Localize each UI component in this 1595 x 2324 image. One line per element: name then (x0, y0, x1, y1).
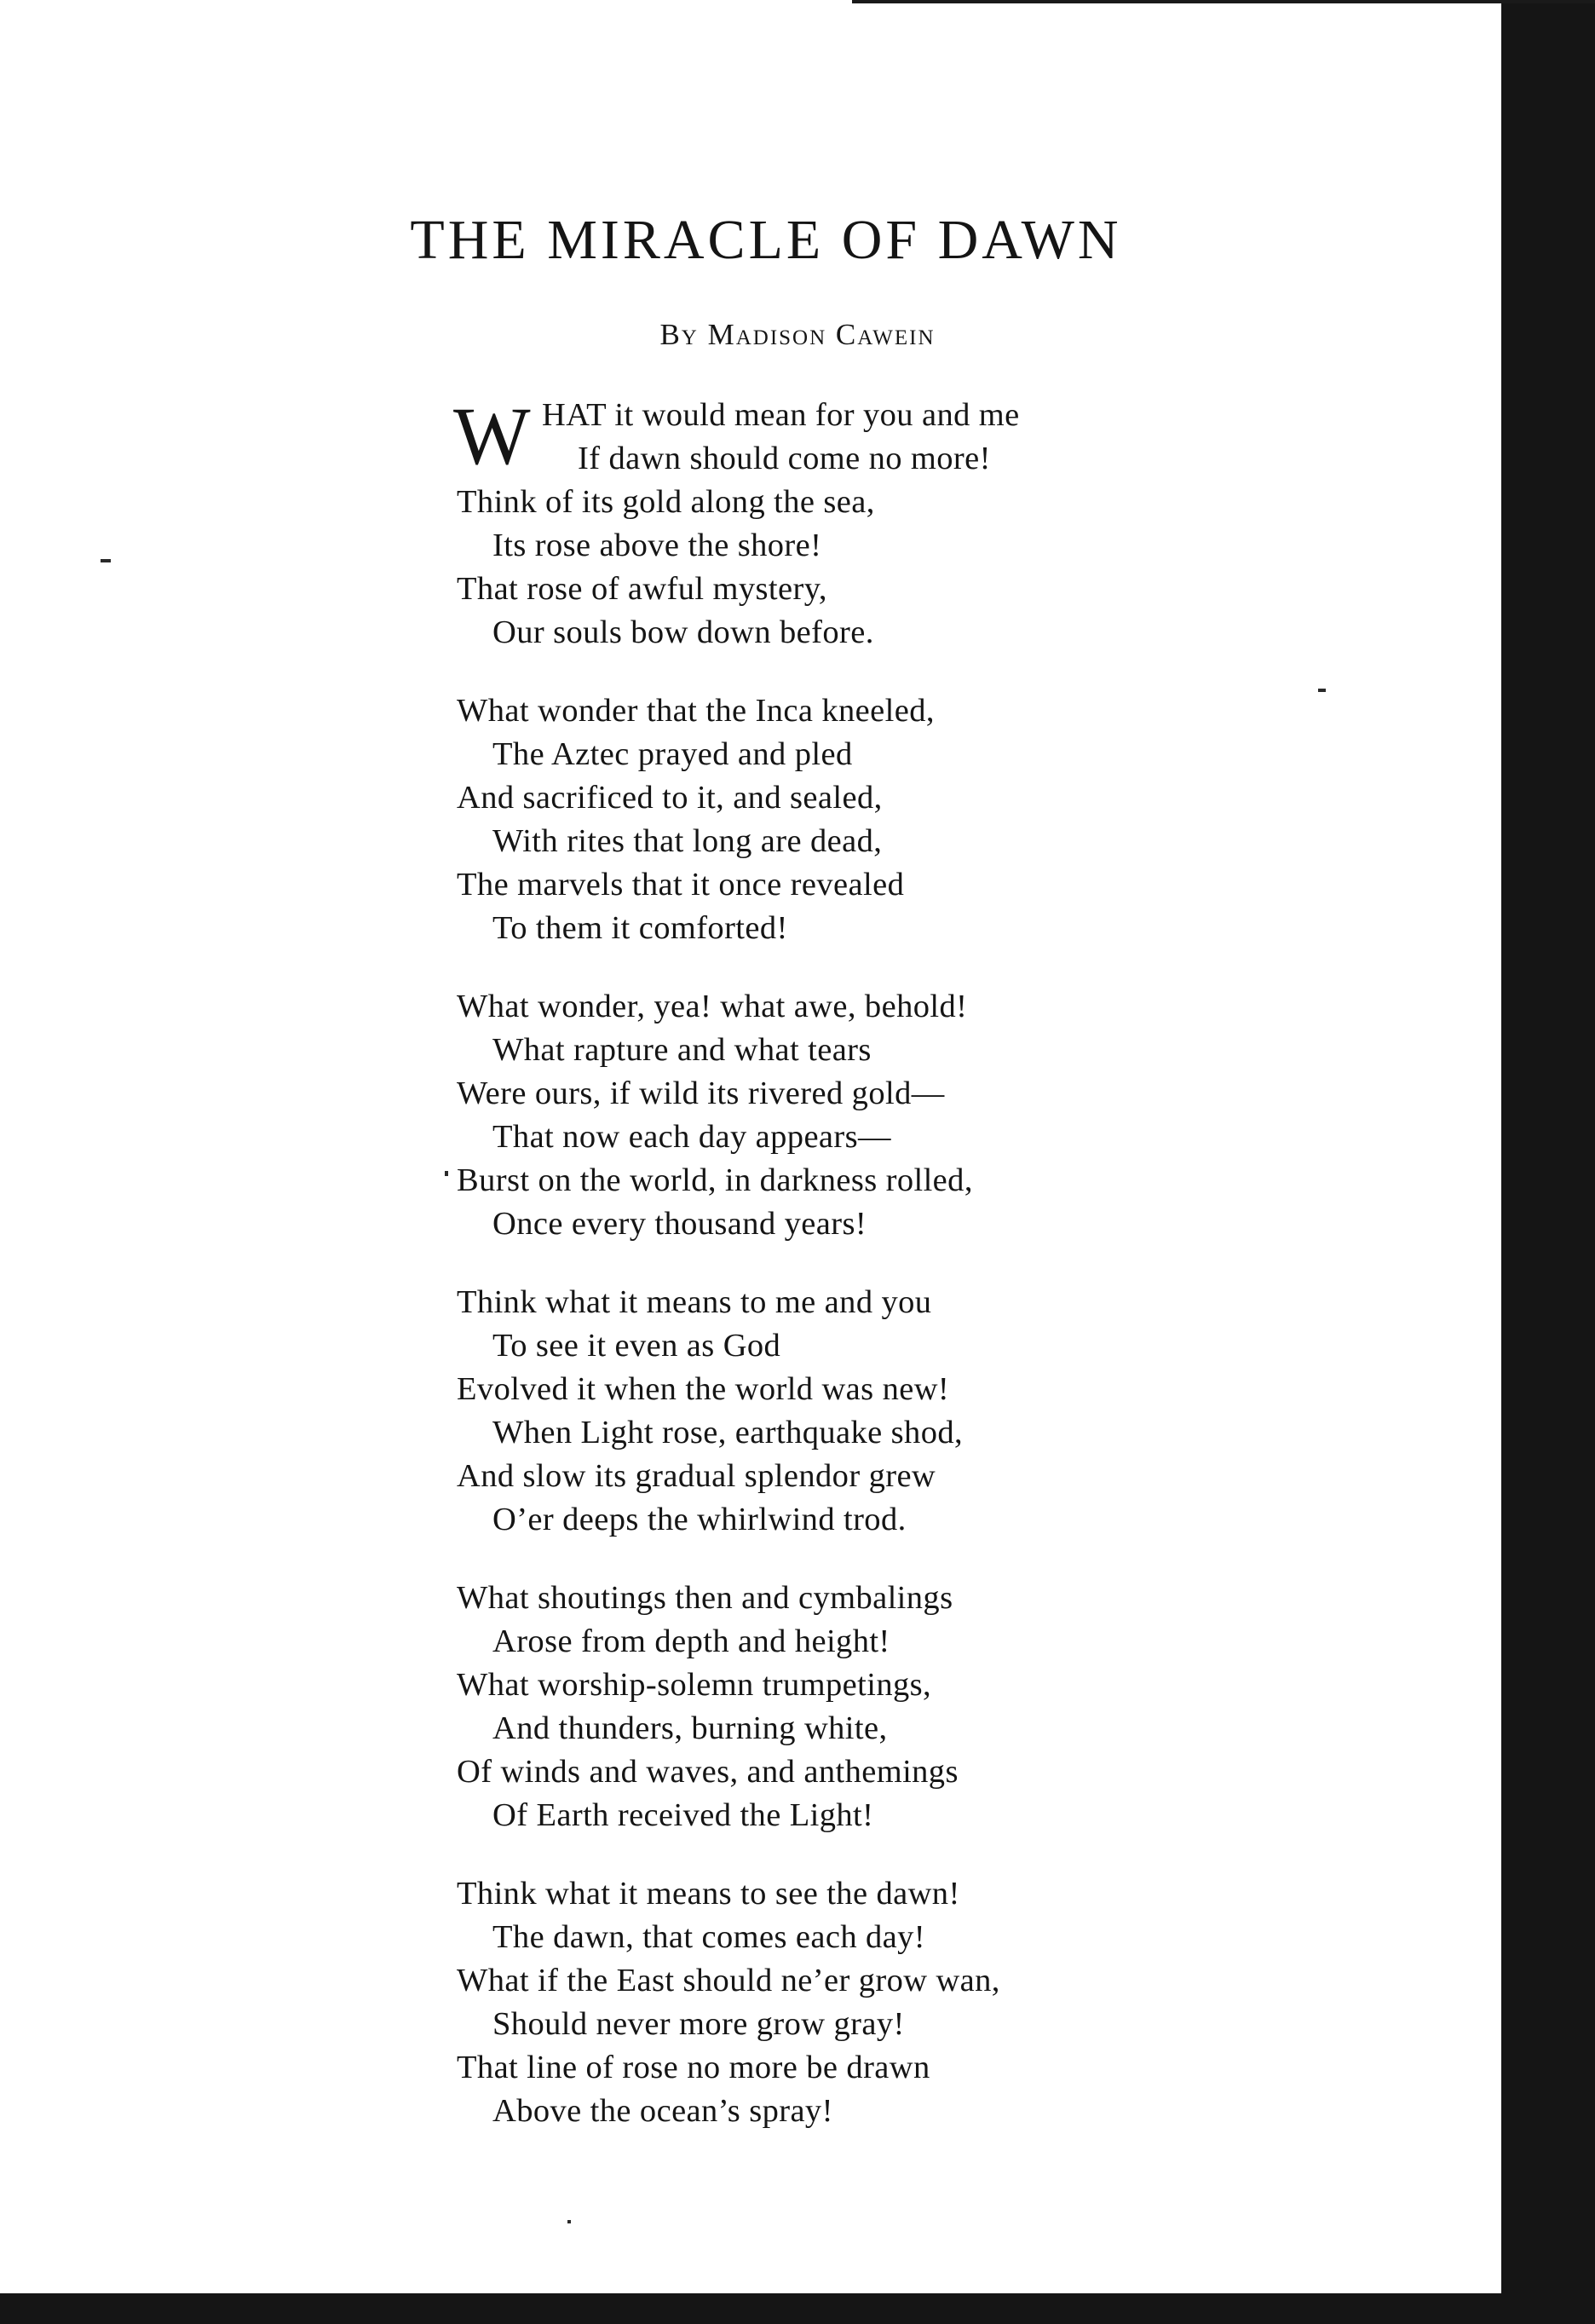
poem-line: And slow its gradual splendor grew (457, 1458, 936, 1494)
poem-line: Its rose above the shore! (492, 528, 822, 563)
stanza-2 (457, 689, 1224, 950)
poem-line: To see it even as God (492, 1328, 781, 1364)
scan-edge-top (852, 0, 1595, 3)
poem-body (453, 390, 1224, 2168)
poem-line: What wonder that the Inca kneeled, (457, 693, 935, 729)
stanza-5 (457, 1577, 1224, 1837)
stanza-3 (457, 985, 1224, 1246)
stanza-6 (457, 1872, 1224, 2133)
poem-line: The Aztec prayed and pled (492, 736, 853, 772)
poem-line: What shoutings then and cymbalings (457, 1580, 953, 1616)
poem-line: Arose from depth and height! (492, 1623, 890, 1659)
scan-edge-bottom (0, 2293, 1595, 2324)
poem-line: Once every thousand years! (492, 1206, 867, 1242)
poem-line: Think of its gold along the sea, (457, 484, 875, 520)
stanza-4 (457, 1281, 1224, 1542)
poem-line: That now each day appears— (492, 1119, 891, 1155)
poem-line: What worship-solemn trumpetings, (457, 1667, 932, 1703)
poem-line: And sacrificed to it, and sealed, (457, 780, 883, 816)
poem-line: To them it comforted! (492, 910, 788, 946)
poem-line: Were ours, if wild its rivered gold— (457, 1075, 945, 1111)
poem-line: If dawn should come no more! (578, 441, 991, 476)
poem-line: With rites that long are dead, (492, 823, 883, 859)
poem-line: What wonder, yea! what awe, behold! (457, 989, 968, 1024)
scan-speck (567, 2220, 571, 2223)
poem-line: The marvels that it once revealed (457, 867, 905, 902)
scan-speck (1318, 689, 1326, 692)
poem-line: Our souls bow down before. (492, 614, 874, 650)
poem-line: Of winds and waves, and anthemings (457, 1754, 959, 1790)
poem-line: What rapture and what tears (492, 1032, 872, 1068)
drop-cap: W (453, 390, 531, 482)
scan-speck (101, 559, 111, 562)
poem-line: And thunders, burning white, (492, 1710, 888, 1746)
poem-line: Evolved it when the world was new! (457, 1371, 950, 1407)
poem-line: HAT it would mean for you and me (542, 397, 1020, 433)
poem-line: What if the East should ne’er grow wan, (457, 1963, 1000, 1998)
stanza-1 (453, 390, 1224, 655)
scan-speck (445, 1171, 448, 1176)
scan-edge-right (1501, 0, 1595, 2324)
poem-line: When Light rose, earthquake shod, (492, 1415, 964, 1450)
poem-line: Of Earth received the Light! (492, 1797, 874, 1833)
poem-line: O’er deeps the whirlwind trod. (492, 1502, 907, 1537)
poem-line: Burst on the world, in darkness rolled, (457, 1162, 973, 1198)
poem-line: Think what it means to me and you (457, 1284, 932, 1320)
poem-line: The dawn, that comes each day! (492, 1919, 926, 1955)
poem-line: That line of rose no more be drawn (457, 2050, 930, 2085)
poem-line: Should never more grow gray! (492, 2006, 905, 2042)
poem-byline: By Madison Cawein (659, 318, 936, 351)
poem-line: Think what it means to see the dawn! (457, 1876, 960, 1912)
poem-title: THE MIRACLE OF DAWN (410, 209, 1122, 271)
poem-line: That rose of awful mystery, (457, 571, 827, 607)
poem-line: Above the ocean’s spray! (492, 2093, 833, 2129)
